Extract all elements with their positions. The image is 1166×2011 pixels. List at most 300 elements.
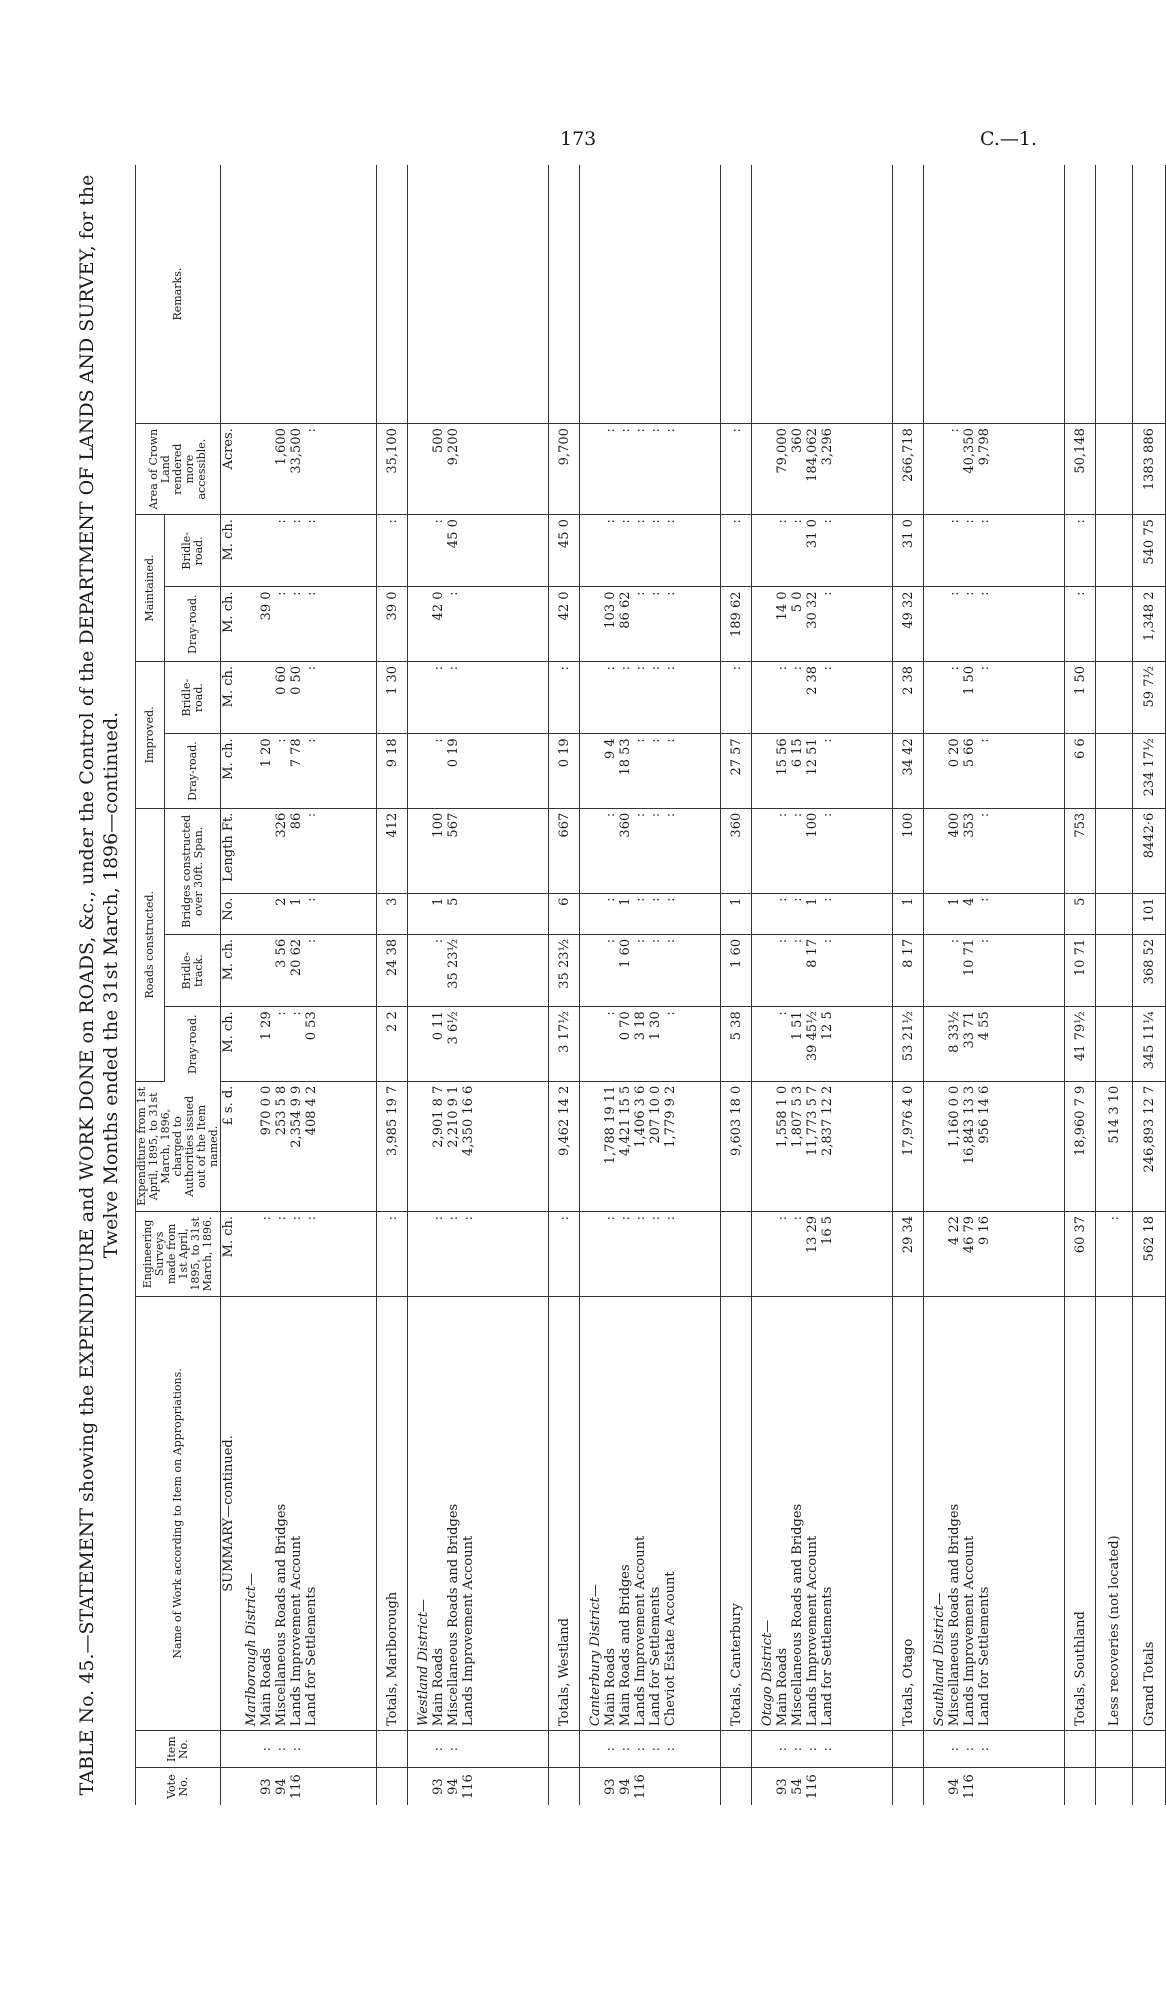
area-value: : [304,428,319,433]
imp-bridle-value: : [603,665,618,671]
mnt-dray-cell [752,587,893,661]
total-length: 360 [721,808,752,893]
total-length: 753 [1065,808,1096,893]
mnt-bridle-value: : [633,519,648,524]
vote-cell [721,1768,752,1805]
imp-dray-cell [236,734,377,808]
expenditure-cell [580,1081,721,1211]
mnt-dray-value [476,592,491,657]
imp-bridle-cell [408,661,549,733]
total-bridle: 24 38 [377,934,408,1006]
dray-value: 1 30 [648,1011,663,1041]
item-number: : [820,1746,835,1752]
area-value: : [663,428,678,433]
no-value: : [775,897,790,902]
imp-bridle-value: 0 60 [274,665,289,695]
header-expenditure: Expenditure from 1st April, 1895, to 31st March, 1896, charged to Authorities issued out of the Item named. [136,1081,221,1211]
vote-number: 93 [431,1778,446,1795]
no-cell [408,893,549,934]
imp-dray-value: : [633,738,648,743]
expenditure-value: 2,837 12 2 [820,1085,835,1156]
summary-label: SUMMARY—continued. [221,1435,236,1592]
total-dray: 3 17½ [549,1007,580,1081]
work-name: Land for Settlements [648,1586,663,1727]
imp-dray-value: 5 66 [962,738,977,768]
mnt-bridle-cell [580,515,721,587]
no-cell [924,893,1065,934]
unit-area: Acres. [221,424,237,515]
district-heading: Southland District— [932,1592,947,1727]
vote-number [977,1772,992,1801]
dray-value: 3 6½ [446,1011,461,1045]
mnt-dray-value: : [289,591,304,596]
item-number: : [947,1746,962,1752]
expenditure-value: 11,773 5 7 [805,1085,820,1156]
item-cell [752,1731,893,1768]
item-cell [1133,1731,1166,1768]
surveys-value: : [618,1215,633,1221]
remarks-cell [752,165,893,424]
area-value: 184,062 [805,428,820,482]
item-number: : [663,1746,678,1752]
mnt-dray-value: 5 0 [790,591,805,613]
no-value: 1 [805,897,820,906]
district-total-row [1065,165,1096,1805]
vote-cell [1096,1768,1133,1805]
bridle-value: 3 56 [274,938,289,968]
total-mnt-dray: 49 32 [893,587,924,661]
recoveries-expenditure: 514 3 10 [1096,1081,1133,1211]
total-imp-bridle: 1 30 [377,661,408,733]
surveys-value: : [775,1215,790,1221]
grand-mnt-bridle: 540 75 [1133,515,1166,587]
remarks-cell [1133,165,1166,424]
length-value: 100 [805,812,820,838]
imp-dray-value: : [648,738,663,743]
recoveries-label: Less recoveries (not located) [1096,1296,1133,1730]
page-number: 173 [560,128,597,150]
area-value [259,428,274,510]
imp-dray-value: : [663,738,678,743]
length-value: : [775,812,790,818]
total-imp-bridle: : [549,661,580,733]
imp-dray-value: : [977,738,992,743]
no-value [461,898,476,930]
rotated-table-area [75,165,1157,1805]
work-name: Miscellaneous Roads and Bridges [947,1503,962,1727]
mnt-dray-cell [580,587,721,661]
bridle-cell [924,934,1065,1006]
dray-value: 0 11 [431,1011,446,1041]
expenditure-value: 956 14 6 [977,1085,992,1144]
mnt-dray-value [992,592,1007,657]
vote-number: 93 [259,1778,274,1795]
expenditure-value: 16,843 13 3 [962,1085,977,1165]
unit-mnt-bridle: M. ch. [221,515,237,587]
item-number: : [805,1746,820,1752]
grand-expenditure: 246,893 12 7 [1133,1081,1166,1211]
surveys-value: 4 22 [947,1215,962,1245]
length-value: : [977,812,992,818]
dray-cell [580,1007,721,1081]
total-mnt-bridle: : [721,515,752,587]
unit-dray: M. ch. [221,1007,237,1081]
length-value: : [633,812,648,818]
work-name: Land for Settlements [820,1586,835,1727]
imp-bridle-cell [752,661,893,733]
imp-bridle-value: : [648,665,663,671]
imp-bridle-value: 0 50 [289,665,304,695]
imp-dray-value [992,738,1007,803]
total-area: : [721,424,752,515]
vote-cell [752,1768,893,1805]
expenditure-value: 1,788 19 11 [603,1085,618,1165]
header-improved: Improved. [136,661,165,808]
item-number: : [431,1746,446,1752]
work-name: Land for Settlements [977,1586,992,1727]
surveys-cell [236,1211,377,1296]
total-bridle: 10 71 [1065,934,1096,1006]
empty-cell [1096,1007,1133,1081]
dray-value: : [274,1011,289,1016]
dray-value: : [775,1011,790,1016]
item-number: : [618,1746,633,1752]
total-imp-dray: 9 18 [377,734,408,808]
length-value: : [790,812,805,818]
surveys-value: : [461,1215,476,1221]
vote-number: 116 [461,1774,476,1800]
imp-dray-value: : [431,738,446,743]
expenditure-value [992,1086,1007,1207]
area-value: : [947,428,962,433]
vote-number: 116 [289,1774,304,1800]
district-group [924,165,1065,1805]
dray-cell [408,1007,549,1081]
header-improved-bridle: Bridle-road. [165,661,221,733]
bridle-value: : [304,938,319,944]
remarks-cell [1065,165,1096,424]
total-expenditure: 3,985 19 7 [377,1081,408,1211]
mnt-bridle-value: : [820,519,835,524]
mnt-bridle-value: : [431,519,446,524]
header-area: Area of Crown Land rendered more accessible. [136,424,221,515]
district-total-row [893,165,924,1805]
no-value: : [648,897,663,902]
grand-area: 1383 886 [1133,424,1166,515]
surveys-value: : [259,1215,274,1221]
imp-bridle-value [259,666,274,729]
bridle-value: 35 23½ [446,938,461,989]
dray-cell [752,1007,893,1081]
mnt-bridle-value: : [977,519,992,524]
item-cell [1065,1731,1096,1768]
expenditure-value: 2,210 9 1 [446,1085,461,1148]
total-expenditure: 9,603 18 0 [721,1081,752,1211]
length-value: 360 [618,812,633,838]
unit-imp-dray: M. ch. [221,734,237,808]
remarks-cell [549,165,580,424]
district-group [408,165,549,1805]
district-heading: Otago District— [760,1619,775,1727]
item-number [476,1735,491,1763]
bridle-value: 8 17 [805,938,820,968]
item-number: : [259,1746,274,1752]
imp-bridle-cell [236,661,377,733]
area-value [461,428,476,510]
no-value: 4 [962,897,977,906]
unit-expenditure: £ s. d. [221,1081,237,1211]
expenditure-value: 408 4 2 [304,1085,319,1136]
no-value: 1 [289,897,304,906]
mnt-dray-value: 42 0 [431,591,446,621]
work-name [992,1301,1007,1726]
no-value: : [633,897,648,902]
surveys-value: : [663,1215,678,1221]
item-cell [721,1731,752,1768]
area-value: : [618,428,633,433]
work-name: Land for Settlements [304,1586,319,1727]
total-mnt-dray: 42 0 [549,587,580,661]
item-cell [408,1731,549,1768]
grand-dray: 345 11¼ [1133,1007,1166,1081]
work-name-cell [408,1296,549,1730]
imp-dray-value [461,738,476,803]
imp-dray-value: 0 19 [446,738,461,768]
vote-number [476,1772,491,1801]
imp-bridle-value [992,666,1007,729]
grand-surveys: 562 18 [1133,1211,1166,1296]
length-cell [752,808,893,893]
mnt-dray-cell [236,587,377,661]
header-maintained-dray: Dray-road. [165,587,221,661]
mnt-bridle-value: : [289,519,304,524]
unit-mnt-dray: M. ch. [221,587,237,661]
no-value: : [820,897,835,902]
mnt-bridle-value: : [962,519,977,524]
header-maintained-bridle: Bridle-road. [165,515,221,587]
work-name [476,1301,491,1726]
total-label: Totals, Westland [549,1296,580,1730]
page-code: C.—1. [980,128,1038,150]
header-roads-constructed: Roads constructed. [136,808,165,1081]
surveys-value: : [648,1215,663,1221]
total-surveys: 60 37 [1065,1211,1096,1296]
bridle-value: 1 60 [618,938,633,968]
no-value: 1 [947,897,962,906]
imp-bridle-value: : [663,665,678,671]
mnt-bridle-value: 31 0 [805,519,820,549]
work-name: Lands Improvement Account [633,1535,648,1727]
imp-bridle-value: : [633,665,648,671]
bridle-value [259,939,274,1002]
surveys-value [476,1216,491,1292]
imp-dray-value: : [274,738,289,743]
mnt-dray-value: : [274,591,289,596]
vote-cell [1065,1768,1096,1805]
area-cell [924,424,1065,515]
mnt-dray-cell [408,587,549,661]
length-cell [236,808,377,893]
item-number: : [790,1746,805,1752]
length-value: : [820,812,835,818]
mnt-bridle-value: : [648,519,663,524]
imp-bridle-value [476,666,491,729]
length-value: 86 [289,812,304,830]
bridle-value: : [633,938,648,944]
vote-cell [893,1768,924,1805]
total-imp-dray: 27 57 [721,734,752,808]
summary-label-cell [221,1296,237,1730]
total-length: 100 [893,808,924,893]
dray-value [992,1011,1007,1076]
empty-cell [1096,661,1133,733]
total-mnt-bridle: 45 0 [549,515,580,587]
no-cell [236,893,377,934]
imp-dray-value: 12 51 [805,738,820,776]
remarks-cell [236,165,377,424]
dray-value: 0 70 [618,1011,633,1041]
district-total-row [377,165,408,1805]
surveys-value: : [289,1215,304,1221]
total-area: 9,700 [549,424,580,515]
vote-number: 116 [805,1774,820,1800]
total-area: 50,148 [1065,424,1096,515]
area-value: 9,798 [977,428,992,466]
surveys-value: : [304,1215,319,1221]
table-body [221,165,1166,1805]
district-group [236,165,377,1805]
expenditure-value: 1,807 5 3 [790,1085,805,1148]
no-value [992,898,1007,930]
surveys-value: : [446,1215,461,1221]
bridle-value [461,939,476,1002]
work-name-cell [236,1296,377,1730]
mnt-bridle-value: : [790,519,805,524]
area-cell [580,424,721,515]
area-value: 40,350 [962,428,977,474]
item-number: : [962,1746,977,1752]
expenditure-cell [236,1081,377,1211]
vote-number [304,1772,319,1801]
grand-length: 8442·6 [1133,808,1166,893]
item-cell [549,1731,580,1768]
mnt-bridle-value: : [618,519,633,524]
imp-dray-cell [924,734,1065,808]
bridle-value: : [947,938,962,944]
bridle-value: : [663,938,678,944]
item-cell [1096,1731,1133,1768]
surveys-cell [408,1211,549,1296]
mnt-bridle-value [476,519,491,582]
header-dray-road: Dray-road. [165,1007,221,1081]
expenditure-value: 2,354 9 9 [289,1085,304,1148]
imp-bridle-value: : [775,665,790,671]
bridle-value: : [820,938,835,944]
total-imp-bridle: : [721,661,752,733]
item-number: : [775,1746,790,1752]
vote-number: 54 [790,1778,805,1795]
surveys-value: : [633,1215,648,1221]
bridle-value: 10 71 [962,938,977,977]
length-value: : [648,812,663,818]
vote-number [820,1772,835,1801]
surveys-value: : [603,1215,618,1221]
no-value: : [790,897,805,902]
empty-cell [1096,734,1133,808]
mnt-bridle-cell [236,515,377,587]
surveys-cell [924,1211,1065,1296]
expenditure-cell [408,1081,549,1211]
total-imp-bridle: 1 50 [1065,661,1096,733]
mnt-dray-value [461,592,476,657]
expenditure-value: 1,160 0 0 [947,1085,962,1148]
imp-bridle-value: : [304,665,319,671]
mnt-dray-value: : [962,591,977,596]
imp-dray-value: 15 56 [775,738,790,776]
work-name: Cheviot Estate Account [663,1571,678,1727]
unit-length-label: Length [221,835,236,882]
header-item: Item No. [136,1731,221,1768]
surveys-value: : [431,1215,446,1221]
dray-value: : [603,1011,618,1016]
surveys-value: 13 29 [805,1215,820,1254]
work-name: Lands Improvement Account [962,1535,977,1727]
mnt-bridle-value: 45 0 [446,519,461,549]
header-bridges: Bridges constructed over 30ft. Span. [165,808,221,934]
imp-dray-value: 6 15 [790,738,805,768]
header-bridle-track: Bridle-track. [165,934,221,1006]
area-value: : [648,428,663,433]
unit-length-ft: Ft. [221,812,236,832]
total-surveys: : [377,1211,408,1296]
bridle-cell [408,934,549,1006]
unit-length [221,808,237,893]
no-value: 2 [274,897,289,906]
mnt-dray-value: : [820,591,835,596]
no-value: : [977,897,992,902]
district-heading: Westland District— [416,1599,431,1727]
work-name-cell [580,1296,721,1730]
length-cell [408,808,549,893]
mnt-bridle-cell [752,515,893,587]
remarks-cell [580,165,721,424]
dray-value: 8 33½ [947,1011,962,1053]
length-cell [924,808,1065,893]
item-cell [580,1731,721,1768]
item-number: : [446,1746,461,1752]
vote-number: 94 [618,1778,633,1795]
no-value: 1 [431,897,446,906]
vote-cell [377,1768,408,1805]
remarks-cell [408,165,549,424]
mnt-dray-value: 103 0 [603,591,618,629]
area-cell [408,424,549,515]
total-no: 6 [549,893,580,934]
grand-mnt-dray: 1,348 2 [1133,587,1166,661]
mnt-bridle-value: : [603,519,618,524]
bridle-value: : [977,938,992,944]
grand-label: Grand Totals [1133,1296,1166,1730]
unit-surveys: M. ch. [221,1211,237,1296]
item-number [992,1735,1007,1763]
statement-table [135,165,1166,1805]
area-value [476,428,491,510]
vote-number [992,1772,1007,1801]
unit-imp-bridle: M. ch. [221,661,237,733]
total-imp-bridle: 2 38 [893,661,924,733]
bridle-value [992,939,1007,1002]
title-line-1: TABLE No. 45.—STATEMENT showing the EXPENDITURE and WORK DONE on ROADS, &c., under the Control of the DEPARTMENT OF LANDS AND SURVEY, for the [76,174,98,1796]
